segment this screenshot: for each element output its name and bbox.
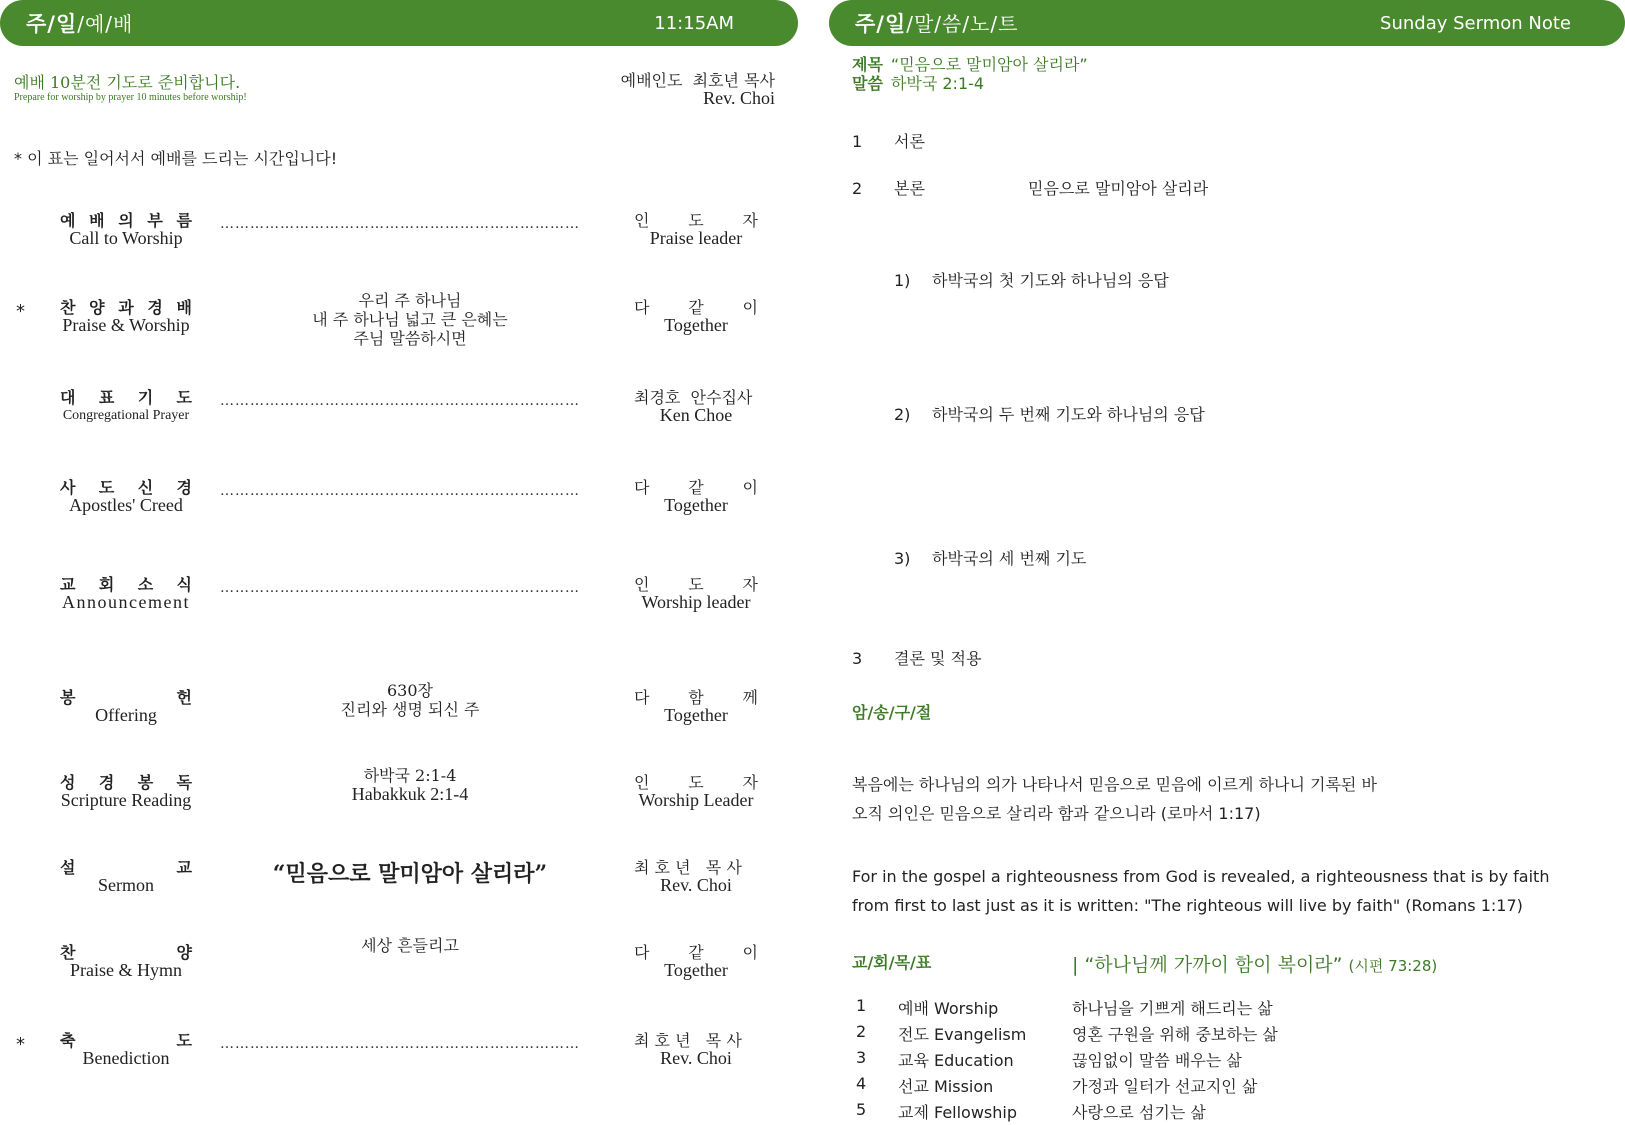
order-row — [0, 1028, 790, 1088]
order-item-kr: 축 도 — [60, 1031, 192, 1050]
order-item-leader-en: Rev. Choi — [660, 875, 732, 895]
standing-note: * 이 표는 일어서서 예배를 드리는 시간입니다! — [14, 149, 338, 168]
worship-time: 11:15AM — [654, 12, 734, 34]
outline-subitem: 2) 하박국의 두 번째 기도와 하나님의 응답 — [894, 405, 1205, 424]
worship-leader-kr: 예배인도 최호년 목사 — [620, 71, 775, 90]
order-item-leader-en: Together — [664, 960, 728, 980]
order-item-leader: 최 호 년 목 사 — [634, 1031, 742, 1050]
dot-leader: ……………………………………………………………… — [220, 393, 580, 409]
order-item-leader-en: Ken Choe — [659, 405, 733, 425]
outline-subitem: 1) 하박국의 첫 기도와 하나님의 응답 — [894, 271, 1169, 290]
order-item-leader: 인 도 자 — [634, 211, 758, 230]
order-item-en: Praise & Hymn — [70, 960, 182, 980]
order-item-leader: 다 같 이 — [634, 943, 758, 962]
sermon-scripture: 말씀 하박국 2:1-4 — [852, 74, 985, 93]
order-item-en: Congregational Prayer — [62, 408, 190, 423]
order-item-kr: 교 회 소 식 — [60, 575, 192, 594]
memory-verse-kr: 복음에는 하나님의 의가 나타나서 믿음으로 믿음에 이르게 하나니 기록된 바 오직 의인은 믿음으로 살리라 함과 같으니라 (로마서 1:17) — [852, 775, 1377, 823]
order-item-en: Offering — [95, 705, 157, 725]
order-item-kr: 성 경 봉 독 — [60, 773, 192, 792]
worship-header-title: 주/일/예/배 — [26, 12, 134, 36]
order-row — [0, 855, 790, 915]
order-item-leader: 다 같 이 — [634, 478, 758, 497]
order-row — [0, 572, 790, 632]
memory-verse-en: For in the gospel a righteousness from God is revealed, a righteousness that is by faith from first to last just as it is written: "The righteous will live by faith" (Romans 1:17) — [852, 867, 1550, 915]
order-item-leader: 다 같 이 — [634, 298, 758, 317]
order-item-kr: 찬 양 과 경 배 — [60, 298, 192, 317]
outline-item: 2 본론 믿음으로 말미암아 살리라 — [852, 179, 1209, 198]
standing-marker: * — [16, 301, 25, 322]
sermon-note-subtitle: Sunday Sermon Note — [1380, 12, 1571, 34]
order-item-kr: 예 배 의 부 름 — [60, 211, 192, 230]
order-item-detail: 630장 진리와 생명 되신 주 — [340, 681, 480, 719]
order-row — [0, 681, 790, 745]
order-item-leader: 인 도 자 — [634, 575, 758, 594]
worship-leader-en: Rev. Choi — [703, 88, 775, 108]
order-item-leader-en: Rev. Choi — [660, 1048, 732, 1068]
order-item-kr: 대 표 기 도 — [60, 388, 192, 407]
sermon-note-header-title: 주/일/말/씀/노/트 — [855, 12, 1019, 36]
dot-leader: ……………………………………………………………… — [220, 216, 580, 232]
sermon-title-display: “믿음으로 말미암아 살리라” — [272, 861, 548, 887]
order-row — [0, 936, 790, 1000]
dot-leader: ……………………………………………………………… — [220, 1036, 580, 1052]
dot-leader: ……………………………………………………………… — [220, 580, 580, 596]
order-item-detail: 세상 흔들리고 — [361, 936, 459, 955]
order-item-leader-en: Worship leader — [641, 592, 751, 612]
order-item-leader: 최 호 년 목 사 — [634, 858, 742, 877]
worship-header-bar — [0, 0, 798, 46]
outline-subitem: 3) 하박국의 세 번째 기도 — [894, 549, 1087, 568]
order-item-leader-en: Together — [664, 315, 728, 335]
prep-notice-kr: 예배 10분전 기도로 준비합니다. — [14, 73, 241, 92]
order-item-kr: 찬 양 — [60, 943, 192, 962]
dot-leader: ……………………………………………………………… — [220, 483, 580, 499]
order-item-en: Sermon — [98, 875, 154, 895]
outline-item: 1 서론 — [852, 132, 925, 151]
order-row — [0, 291, 790, 355]
order-item-en: Scripture Reading — [60, 790, 192, 810]
order-item-leader: 다 함 께 — [634, 688, 758, 707]
order-item-kr: 사 도 신 경 — [60, 478, 192, 497]
order-item-en: Announcement — [62, 592, 190, 612]
order-item-kr: 설 교 — [60, 858, 192, 877]
order-item-kr: 봉 헌 — [60, 688, 192, 707]
order-item-en: Praise & Worship — [62, 315, 190, 335]
sermon-title: 제목 “믿음으로 말미암아 살리라” — [852, 55, 1088, 74]
order-row — [0, 475, 790, 535]
order-item-leader-en: Worship Leader — [638, 790, 754, 810]
order-item-detail: 우리 주 하나님 내 주 하나님 넓고 큰 은혜는 주님 말씀하시면 — [312, 291, 508, 348]
order-item-en: Benediction — [82, 1048, 170, 1068]
order-item-leader-en: Praise leader — [649, 228, 743, 248]
order-row — [0, 766, 790, 830]
order-item-leader: 인 도 자 — [634, 773, 758, 792]
order-item-leader-en: Together — [664, 705, 728, 725]
order-item-leader-en: Together — [664, 495, 728, 515]
order-item-detail: 하박국 2:1-4 Habakkuk 2:1-4 — [351, 766, 469, 804]
order-item-en: Call to Worship — [69, 228, 183, 248]
standing-marker: * — [16, 1034, 25, 1055]
memory-verse-label: 암/송/구/절 — [852, 703, 932, 722]
prep-notice-en: Prepare for worship by prayer 10 minutes before worship! — [14, 92, 247, 103]
sermon-note-header-bar — [829, 0, 1625, 46]
order-row — [0, 385, 790, 445]
outline-item: 3 결론 및 적용 — [852, 649, 982, 668]
order-item-leader: 최경호 안수집사 — [634, 388, 753, 407]
church-goal-verse: | “하나님께 가까이 함이 복이라” (시편 73:28) — [1072, 954, 1438, 976]
church-goals-label: 교/회/목/표 — [852, 953, 932, 972]
order-row — [0, 208, 790, 268]
order-item-en: Apostles' Creed — [69, 495, 183, 515]
